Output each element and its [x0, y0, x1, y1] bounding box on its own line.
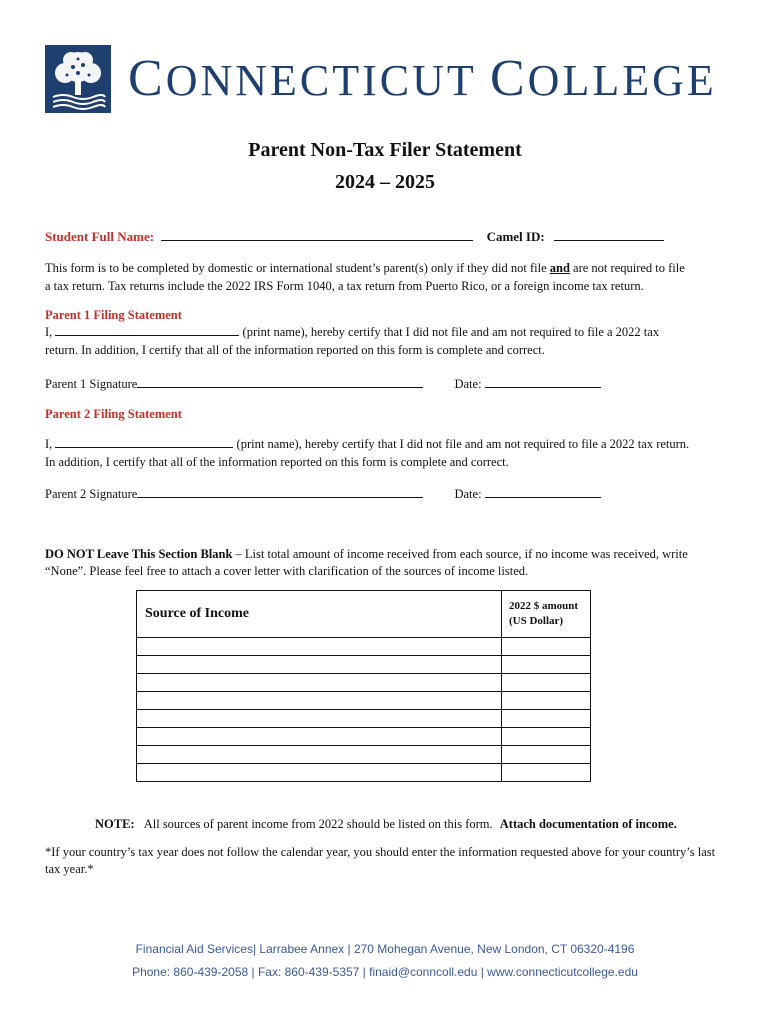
amount-cell[interactable] — [502, 638, 591, 656]
income-instructions-line-1: DO NOT Leave This Section Blank – List total amount of income received from each source, if no income was received, write — [45, 547, 688, 561]
footnote-line-2: tax year.* — [45, 862, 94, 876]
parent2-signature-row: Parent 2 Signature Date: — [45, 485, 601, 503]
amount-cell[interactable] — [502, 764, 591, 782]
parent1-signature-field[interactable] — [137, 375, 423, 388]
tree-logo-icon — [45, 45, 111, 113]
source-cell[interactable] — [137, 638, 502, 656]
footnote-line-1: *If your country’s tax year does not follow the calendar year, you should enter the information requested above for your country’s last — [45, 845, 716, 859]
parent1-signature-row: Parent 1 Signature Date: — [45, 375, 601, 393]
table-row — [137, 638, 591, 656]
parent2-signature-field[interactable] — [137, 485, 423, 498]
intro-line-2: a tax return. Tax returns include the 2022 IRS Form 1040, a tax return from Puerto Rico, or a foreign income tax return. — [45, 279, 644, 293]
student-row — [45, 228, 664, 246]
amount-cell[interactable] — [502, 692, 591, 710]
table-row — [137, 692, 591, 710]
source-cell[interactable] — [137, 674, 502, 692]
amount-cell[interactable] — [502, 674, 591, 692]
parent1-line-1: I, (print name), hereby certify that I did not file and am not required to file a 2022 tax — [45, 325, 660, 339]
source-cell[interactable] — [137, 656, 502, 674]
income-table — [136, 590, 591, 782]
camel-id-field[interactable] — [554, 228, 664, 241]
intro-line-1: This form is to be completed by domestic or international student’s parent(s) only if they did not file and are not required to file — [45, 261, 685, 275]
table-row — [137, 728, 591, 746]
source-cell[interactable] — [137, 764, 502, 782]
amount-cell[interactable] — [502, 656, 591, 674]
source-of-income-header: Source of Income — [137, 591, 502, 638]
table-row — [137, 656, 591, 674]
table-row — [137, 764, 591, 782]
parent1-print-name-field[interactable] — [55, 323, 239, 336]
student-name-label: Student Full Name: — [45, 229, 155, 244]
income-table-header — [137, 591, 591, 638]
source-cell[interactable] — [137, 710, 502, 728]
footer-contact: Phone: 860-439-2058 | Fax: 860-439-5357 | finaid@conncoll.edu | www.connecticutcollege.edu — [132, 965, 638, 979]
table-row — [137, 746, 591, 764]
student-name-field[interactable] — [161, 228, 473, 241]
source-cell[interactable] — [137, 746, 502, 764]
footer-address: Financial Aid Services| Larrabee Annex | 270 Mohegan Avenue, New London, CT 06320-4196 — [135, 942, 635, 956]
source-cell[interactable] — [137, 728, 502, 746]
source-cell[interactable] — [137, 692, 502, 710]
parent2-line-2: In addition, I certify that all of the information reported on this form is complete and correct. — [45, 455, 509, 469]
parent1-date-field[interactable] — [485, 375, 601, 388]
college-name: CONNECTICUT COLLEGE — [128, 50, 717, 107]
table-row — [137, 710, 591, 728]
camel-id-label: Camel ID: — [486, 229, 545, 244]
amount-cell[interactable] — [502, 746, 591, 764]
parent1-heading: Parent 1 Filing Statement — [45, 308, 182, 322]
amount-cell[interactable] — [502, 710, 591, 728]
amount-header: 2022 $ amount (US Dollar) — [502, 591, 591, 638]
form-title: Parent Non-Tax Filer Statement — [248, 139, 522, 161]
parent1-line-2: return. In addition, I certify that all of the information reported on this form is complete and correct. — [45, 343, 545, 357]
amount-cell[interactable] — [502, 728, 591, 746]
form-year: 2024 – 2025 — [335, 171, 435, 193]
parent2-print-name-field[interactable] — [55, 435, 233, 448]
parent2-heading: Parent 2 Filing Statement — [45, 407, 182, 421]
parent2-line-1: I, (print name), hereby certify that I did not file and am not required to file a 2022 tax return. — [45, 437, 690, 451]
parent2-date-field[interactable] — [485, 485, 601, 498]
table-row — [137, 674, 591, 692]
income-instructions-line-2: “None”. Please feel free to attach a cover letter with clarification of the sources of income listed. — [45, 564, 529, 578]
note-line: NOTE: All sources of parent income from 2022 should be listed on this form. Attach documentation of income. — [95, 817, 677, 831]
